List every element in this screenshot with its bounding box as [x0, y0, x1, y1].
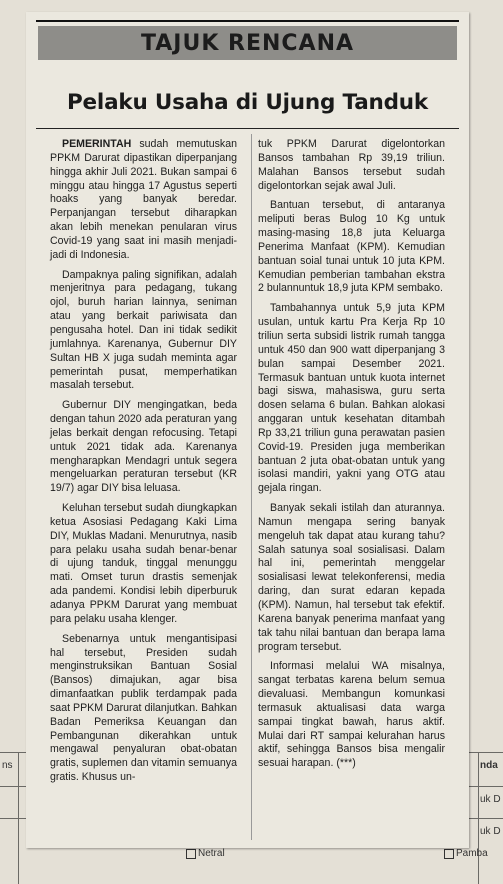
form-option-pamba: Pamba: [456, 848, 488, 859]
paragraph: Dampaknya paling signifikan, adalah menjeritnya para pedagang, tukang ojol, buruh harian lainnya, seniman atau yang berkait pariwisata dan pengusaha hotel. Dan ini tidak sedikit jumlahnya. Karenanya, Gubernur DIY Sultan HB X juga sudah meminta agar pemerintah pusat, memperhatikan masalah tersebut.: [50, 268, 237, 392]
paragraph: Gubernur DIY mengingatkan, beda dengan tahun 2020 ada peraturan yang jelas berkait dengan refocusing. Tetapi untuk 2021 tidak ada. Karenanya mengharapkan Mendagri untuk segera mengeluarkan peraturan tersebut (KR 19/7) agar DIY bisa leluasa.: [50, 399, 237, 495]
paragraph: Banyak sekali istilah dan aturannya. Namun mengapa sering banyak mengeluh tak dapat atau kurang tahu? Salah satunya soal sosialisasi. Dalam hal ini, pemerintah menggelar sosialisasi lewat telekonferensi, media daring, dan surat edaran kepada (KPM). Namun, hal tersebut tak efektif. Karena banyak penerima manfaat yang tak tahu nilai bantuan dan berapa lama program tersebut.: [258, 502, 445, 653]
form-option-netral: Netral: [198, 848, 225, 859]
form-label-right: nda: [480, 760, 498, 771]
paragraph: Tambahannya untuk 5,9 juta KPM usulan, untuk kartu Pra Kerja Rp 10 triliun serta subsidi listrik rumah tangga untuk 450 dan 900 watt diperpanjang 3 bulan sampai Desember 2021. Termasuk bantuan untuk kuota internet bagi siswa, mahasiswa, guru serta dosen selama 6 bulan. Bahkan alokasi anggaran untuk kesehatan ditambah Rp 33,21 triliun guna perawatan pasien Covid-19. Presiden juga memberikan bantuan 2 juta obat-obatan untuk yang isolasi mandiri, yakni yang OTG atau gejala ringan.: [258, 302, 445, 495]
paragraph: tuk PPKM Darurat digelontorkan Bansos tambahan Rp 39,19 triliun. Malahan Bansos tersebut sudah digelontorkan sejak awal Juli.: [258, 138, 445, 192]
newspaper-clipping: [26, 12, 469, 848]
top-rule: [36, 20, 459, 22]
checkbox-icon: [444, 849, 454, 859]
checkbox-icon: [186, 849, 196, 859]
form-vline: [18, 752, 19, 884]
paragraph: Keluhan tersebut sudah diungkapkan ketua Asosiasi Pedagang Kaki Lima DIY, Muklas Madani. Menurutnya, nasib para pelaku usaha sudah benar-benar di ujung tanduk, tinggal menunggu mati. Omset turun drastis semenjak ada pandemi. Kondisi lebih diperburuk adanya PPKM Darurat yang membuat para pelaku usaha klenger.: [50, 502, 237, 625]
form-label-left: ns: [2, 760, 13, 771]
section-banner: [38, 26, 457, 60]
column-divider: [251, 134, 252, 840]
paragraph: Informasi melalui WA misalnya, sangat terbatas karena belum semua dievaluasi. Membangun komunkasi termasuk aktualisasi data warga sampai tingkat bawah, harus aktif. Mulai dari RT sampai kelurahan harus aktif, sehingga Bansos bisa mengalir sesuai harapan. (***): [258, 660, 445, 770]
headline-rule: [36, 128, 459, 129]
paragraph: [50, 138, 237, 263]
form-label-right: uk D: [480, 794, 501, 805]
form-vline: [478, 752, 479, 884]
form-label-right: uk D: [480, 826, 501, 837]
paragraph: Bantuan tersebut, di antaranya meliputi beras Bulog 10 Kg untuk masing-masing 18,8 juta Keluarga Penerima Manfaat (KPM). Kemudian bantuan soial tunai untuk 10 juta KPM. Kemudian pemberian tambahan ekstra 2 bulannuntuk 18,9 juta KPM sembako.: [258, 199, 445, 295]
paragraph-text: sudah memutuskan PPKM Darurat dipastikan diperpanjang hingga akhir Juli 2021. Bukan sampai 6 minggu atau hingga 17 Agustus seperti hoaks yang banyak beredar. Perpanjangan tersebut diharapkan akan lebih menekan penularan virus Covid-19 yang saat ini masih menjadi-jadi di Indonesia.: [50, 138, 237, 261]
lead-word: PEMERINTAH: [62, 138, 132, 150]
right-column: [258, 138, 445, 777]
article-title: Pelaku Usaha di Ujung Tanduk: [66, 90, 429, 115]
paragraph: Sebenarnya untuk mengantisipasi hal tersebut, Presiden sudah menginstruksikan Bantuan Sosial (Bansos) dimajukan, agar bisa dimanfaatkan publik terdampak pada saat PPKM Darurat dilanjutkan. Bahkan Badan Pemeriksa Keuangan dan Pembangunan dikerahkan untuk mengawal penyaluran obat-obatan gratis, suplemen dan vitamin semuanya gratis. Khusus un-: [50, 632, 237, 784]
section-label: TAJUK RENCANA: [140, 30, 355, 56]
left-column: [50, 138, 237, 791]
